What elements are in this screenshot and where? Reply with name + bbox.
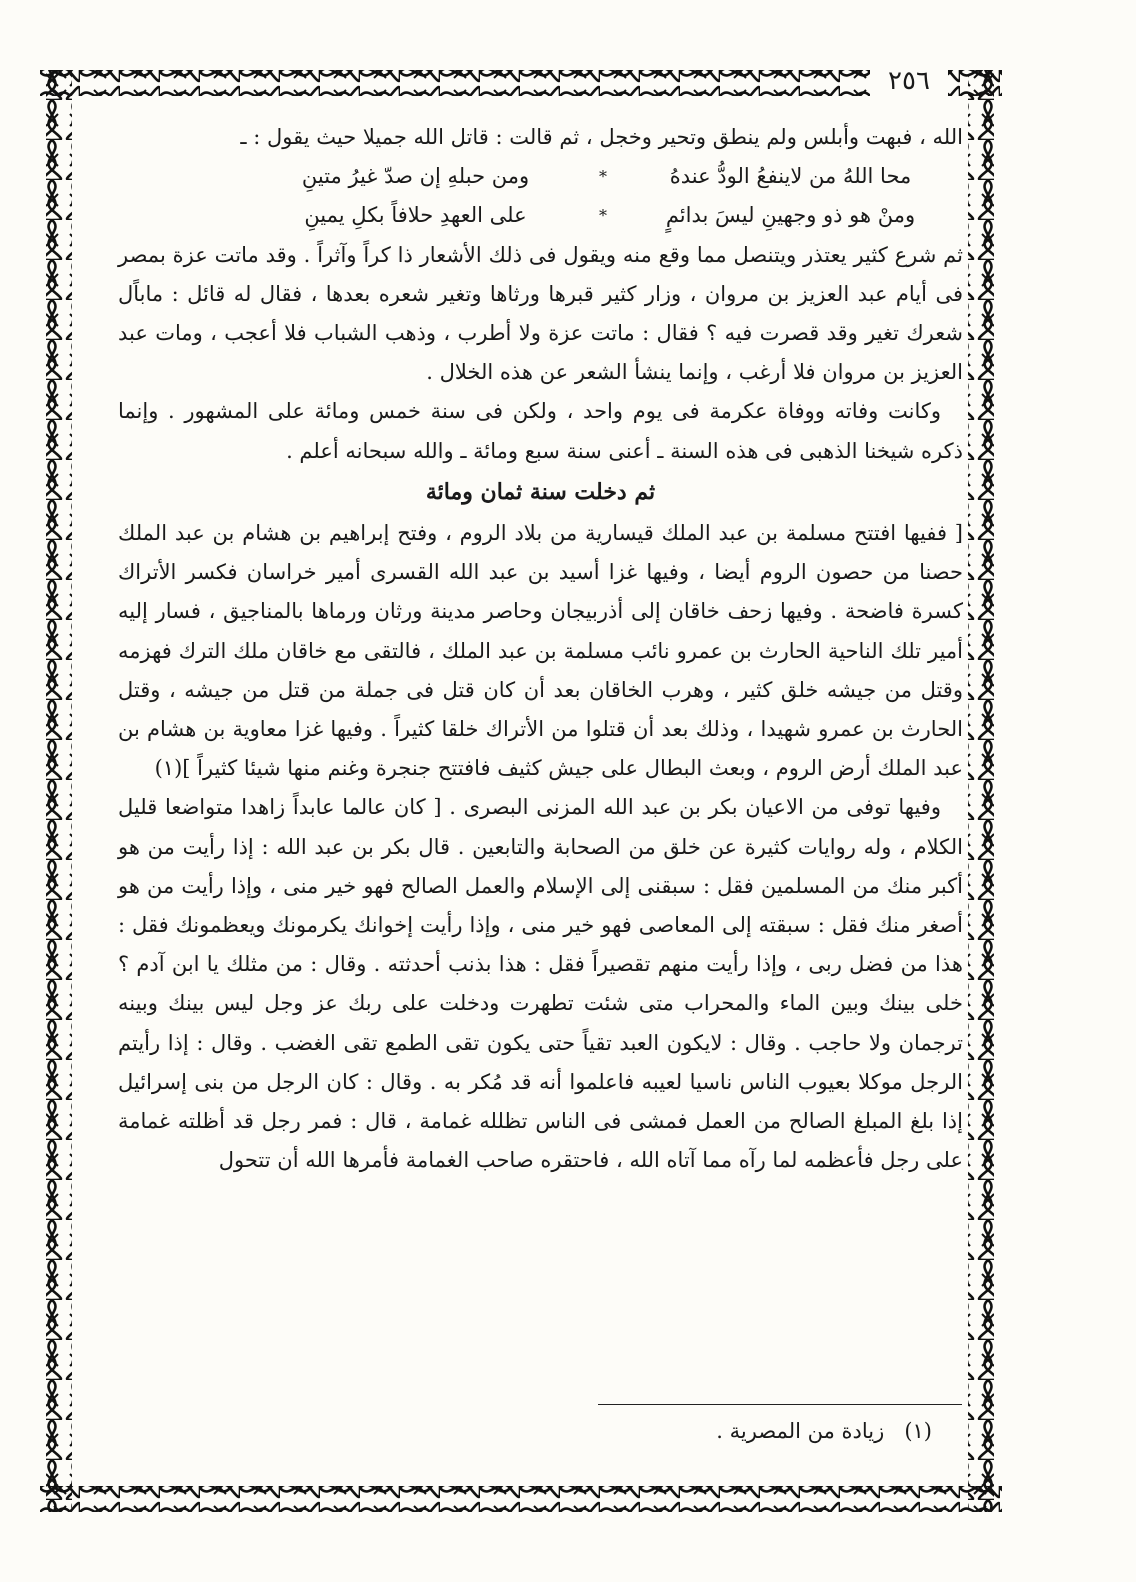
verse-separator: *	[599, 206, 607, 226]
footnote	[598, 1414, 960, 1448]
verse-hemistich-second: على العهدِ حلافاً بكلِ يمينِ	[304, 203, 527, 228]
section-heading: ثم دخلت سنة ثمان ومائة	[425, 478, 656, 505]
poem-verse	[243, 157, 963, 196]
intro-line: الله ، فبهت وأبلس ولم ينطق وتحير وخجل ، ثم قالت : قاتل الله جميلا حيث يقول : ـ	[240, 125, 963, 149]
verse-hemistich-first: ومنْ هو ذو وجهينِ ليسَ بدائمٍ	[665, 203, 916, 228]
paragraph: وكانت وفاته ووفاة عكرمة فى يوم واحد ، ولكن فى سنة خمس ومائة على المشهور . وإنما ذكره شيخنا الذهبى فى هذه السنة ـ أعنى سنة سبع ومائة ـ والله سبحانه أعلم .	[118, 399, 963, 463]
paragraph: [ ففيها افتتح مسلمة بن عبد الملك قيسارية من بلاد الروم ، وفتح إبراهيم بن هشام بن عبد الملك حصنا من حصون الروم أيضا ، وفيها غزا أسيد بن عبد الله القسرى أمير خراسان فكسر الأتراك كسرة فاضحة . وفيها زحف خاقان إلى أذربيجان وحاصر مدينة ورثان ورماها بالمناجيق ، فسار إليه أمير تلك الناحية الحارث بن عمرو نائب مسلمة بن عبد الملك ، فالتقى مع خاقان ملك الترك فهزمه وقتل من جيشه خلق كثير ، وهرب الخاقان بعد أن كان قتل فى جملة من قتل من جيشه ، وقتل الحارث بن عمرو شهيدا ، وذلك بعد أن قتلوا من الأتراك خلقا كثيراً . وفيها غزا معاوية بن هشام بن عبد الملك أرض الروم ، وبعث البطال على جيش كثيف فافتتح جنجرة وغنم منها شيئا كثيراً ](١)	[118, 521, 963, 781]
paragraph: ثم شرع كثير يعتذر ويتنصل مما وقع منه ويقول فى ذلك الأشعار ذا كراً وآثراً . وقد ماتت عزة بمصر فى أيام عبد العزيز بن مروان ، وزار كثير قبرها ورثاها وتغير شعره بعدها ، فقال له قائل : ماباًل شعرك تغير وقد قصرت فيه ؟ فقال : ماتت عزة ولا أطرب ، وذهب الشباب فلا أعجب ، ومات عبد العزيز بن مروان فلا أرغب ، وإنما ينشأ الشعر عن هذه الخلال .	[118, 242, 963, 385]
footnote-text: زيادة من المصرية .	[716, 1419, 885, 1443]
footnote-divider	[598, 1404, 962, 1405]
verse-hemistich-first: محا اللهُ من لاينفعُ الودُّ عندهُ	[669, 164, 912, 189]
verse-hemistich-second: ومن حبلهِ إن صدّ غيرُ متينِ	[301, 164, 530, 189]
page-number: ٢٥٦	[870, 66, 948, 96]
page-body	[118, 118, 963, 1180]
verse-separator: *	[599, 167, 607, 187]
poem-verse	[243, 196, 963, 235]
footnote-marker: (١)	[904, 1419, 932, 1443]
paragraph: وفيها توفى من الاعيان بكر بن عبد الله المزنى البصرى . [ كان عالما عابداً زاهدا متواضعا قليل الكلام ، وله روايات كثيرة عن خلق من الصحابة والتابعين . قال بكر بن عبد الله : إذا رأيت من هو أكبر منك من المسلمين فقل : سبقنى إلى الإسلام والعمل الصالح فهو خير منى ، وإذا رأيت من هو أصغر منك فقل : سبقته إلى المعاصى فهو خير منى ، وإذا رأيت إخوانك يكرمونك ويعظمونك فقل : هذا من فضل ربى ، وإذا رأيت منهم تقصيراً فقل : هذا بذنب أحدثته . وقال : من مثلك يا ابن آدم ؟ خلى بينك وبين الماء والمحراب متى شئت تطهرت ودخلت على ربك عز وجل ليس بينك وبينه ترجمان ولا حاجب . وقال : لايكون العبد تقياً حتى يكون تقى الطمع تقى الغضب . وقال : إذا رأيتم الرجل موكلا بعيوب الناس ناسيا لعيبه فاعلموا أنه قد مُكر به . وقال : كان الرجل من بنى إسرائيل إذا بلغ المبلغ الصالح من العمل فمشى فى الناس تظلله غمامة ، قال : فمر رجل قد أظلته غمامة على رجل فأعظمه لما رآه مما آتاه الله ، فاحتقره صاحب الغمامة فأمرها الله أن تتحول	[118, 795, 963, 1173]
